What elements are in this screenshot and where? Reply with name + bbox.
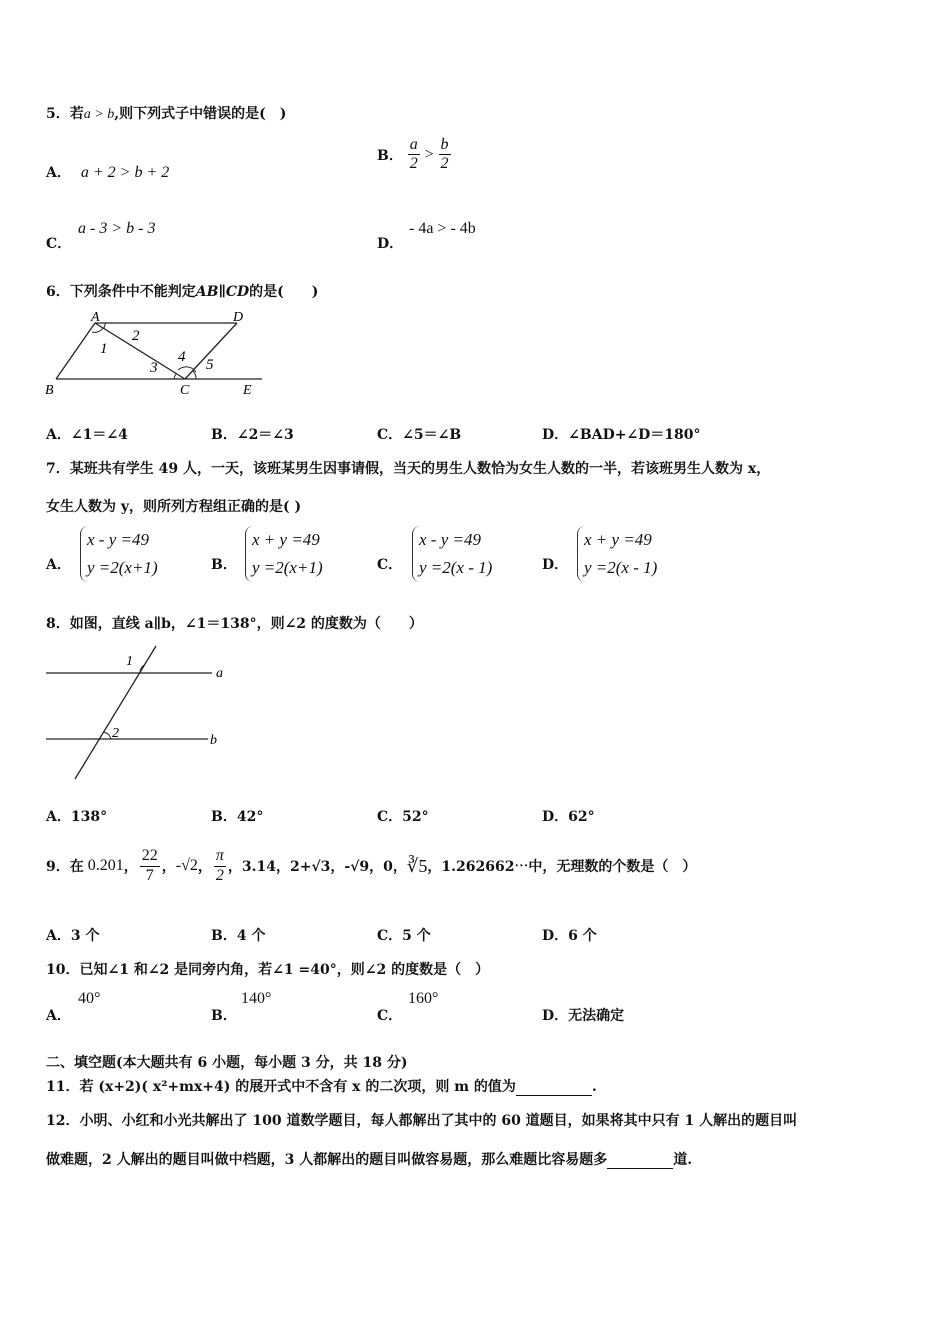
q9-option-b[interactable]: B．4 个	[211, 928, 266, 944]
q5-option-d-expr: - 4a > - 4b	[409, 220, 476, 237]
q9-option-c[interactable]: C．5 个	[377, 928, 431, 944]
q7-option-a-system: x - y =49 y =2(x+1)	[80, 526, 158, 582]
q12-answer-blank[interactable]	[607, 1152, 673, 1169]
q9-option-a[interactable]: A．3 个	[46, 928, 100, 944]
q7-option-c-system: x - y =49 y =2(x - 1)	[412, 526, 492, 582]
q5-option-c[interactable]: C．	[46, 236, 72, 252]
q6-figure	[40, 306, 265, 398]
q8-label-a: a	[216, 666, 223, 681]
q6-angle-4: 4	[178, 349, 186, 365]
q5-option-c-expr: a - 3 > b - 3	[78, 220, 156, 237]
q6-angle-3: 3	[150, 360, 158, 376]
q9-repeating-decimal: 0.201	[87, 857, 124, 874]
q8-angle-1: 1	[126, 654, 133, 669]
q7-option-d[interactable]: D．	[542, 557, 569, 573]
q6-stem: 6．下列条件中不能判定AB∥CD的是( )	[46, 284, 319, 300]
q7-option-a[interactable]: A．	[46, 557, 71, 573]
q7-option-d-system: x + y =49 y =2(x - 1)	[577, 526, 657, 582]
q8-stem: 8．如图，直线 a∥b，∠1＝138°，则∠2 的度数为（ ）	[46, 616, 423, 632]
q8-label-b: b	[210, 733, 217, 748]
q7-option-b[interactable]: B．	[211, 557, 237, 573]
q7-line1: 7．某班共有学生 49 人，一天，该班某男生因事请假，当天的男生人数恰为女生人数的一半，若该班男生人数为 x，	[46, 461, 771, 477]
q10-option-c[interactable]: C．	[377, 1008, 403, 1024]
q6-label-A: A	[91, 310, 100, 325]
q10-option-b-value: 140°	[241, 990, 272, 1007]
q5-stem: 5．若a > b,则下列式子中错误的是( )	[46, 106, 287, 122]
q11-stem: 11．若 (x+2)( x²+mx+4) 的展开式中不含有 x 的二次项，则 m 的值为 .	[46, 1079, 597, 1095]
q10-stem: 10．已知∠1 和∠2 是同旁内角，若∠1 =40°，则∠2 的度数是（ ）	[46, 962, 490, 978]
q8-option-c[interactable]: C．52°	[377, 809, 429, 825]
q6-option-a[interactable]: A．∠1＝∠4	[46, 427, 128, 443]
q8-angle-2: 2	[112, 726, 119, 741]
q6-angle-1: 1	[100, 341, 108, 357]
q6-label-E: E	[243, 383, 252, 398]
q9-stem: 9．在 0.201 ， $\frac{22}{7}$ ， -√2 ， $\frac{\pi}{2}$ ，3.14，2+√3，-√9，0， ∛5 ，1.262662⋯中，无理数的个数是（ ）	[46, 847, 697, 884]
q5-option-b[interactable]: B． $\frac{a}{2}$ > $\frac{b}{2}$	[377, 136, 449, 173]
q10-option-a[interactable]: A．	[46, 1008, 71, 1024]
q9-option-d[interactable]: D．6 个	[542, 928, 597, 944]
section2-title: 二、填空题(本大题共有 6 小题，每小题 3 分，共 18 分)	[46, 1055, 408, 1071]
q11-answer-blank[interactable]	[516, 1079, 592, 1096]
q6-option-b[interactable]: B．∠2＝∠3	[211, 427, 294, 443]
q5-option-d[interactable]: D．	[377, 236, 404, 252]
q10-option-c-value: 160°	[408, 990, 439, 1007]
q7-line2: 女生人数为 y，则所列方程组正确的是( )	[46, 499, 302, 515]
q6-option-d[interactable]: D．∠BAD+∠D＝180°	[542, 427, 701, 443]
q12-line1: 12．小明、小红和小光共解出了 100 道数学题目，每人都解出了其中的 60 道题目，如果将其中只有 1 人解出的题目叫	[46, 1113, 798, 1129]
q6-label-B: B	[45, 383, 54, 398]
q8-option-b[interactable]: B．42°	[211, 809, 264, 825]
q12-line2: 做难题，2 人解出的题目叫做中档题，3 人都解出的题目叫做容易题，那么难题比容易题多 道.	[46, 1152, 693, 1168]
q7-option-b-system: x + y =49 y =2(x+1)	[245, 526, 323, 582]
q6-label-D: D	[233, 310, 244, 325]
q8-option-a[interactable]: A．138°	[46, 809, 108, 825]
q8-figure	[40, 640, 240, 785]
q8-option-d[interactable]: D．62°	[542, 809, 595, 825]
q6-label-C: C	[180, 383, 190, 398]
q5-option-a[interactable]: A． a + 2 > b + 2	[46, 164, 170, 181]
q7-option-c[interactable]: C．	[377, 557, 403, 573]
q10-option-b[interactable]: B．	[211, 1008, 237, 1024]
q6-option-c[interactable]: C．∠5＝∠B	[377, 427, 462, 443]
q10-option-a-value: 40°	[78, 990, 101, 1007]
q10-option-d[interactable]: D．无法确定	[542, 1008, 625, 1024]
q6-angle-5: 5	[206, 357, 214, 373]
q6-angle-2: 2	[132, 328, 140, 344]
